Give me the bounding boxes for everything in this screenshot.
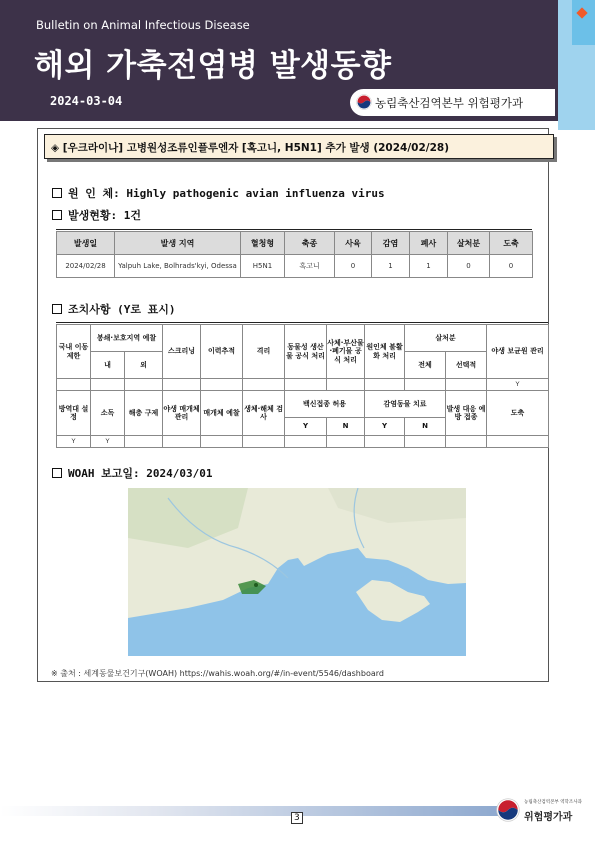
table-cell: [91, 379, 125, 391]
table-cell: [125, 379, 163, 391]
measures-heading: 조치사항 (Y로 표시): [68, 303, 176, 316]
footer-org-small: 농림축산검역본부 역학조사과: [524, 800, 582, 805]
table-cell: [446, 436, 487, 448]
measure-zone-surveillance: 봉쇄·보호지역 예찰: [91, 325, 163, 352]
outbreak-status-line: [52, 207, 141, 223]
table-cell: Yalpuh Lake, Bolhrads'kyi, Odessa: [115, 255, 241, 278]
footer-band: [0, 806, 500, 816]
culling-all: 전체: [405, 352, 446, 379]
government-emblem-icon: [356, 94, 372, 110]
table-cell: [487, 436, 549, 448]
table-cell: H5N1: [241, 255, 285, 278]
measure-zoning: 방역대 설정: [57, 391, 91, 436]
org-name: 농림축산검역본부 위험평가과: [375, 96, 524, 110]
table-cell: [201, 379, 243, 391]
table-cell: 0: [490, 255, 533, 278]
outbreak-status-text: 발생현황: 1건: [68, 209, 141, 222]
table-cell: 2024/02/28: [57, 255, 115, 278]
measure-screening: 스크리닝: [163, 325, 201, 379]
col-header: 사육: [335, 232, 372, 255]
col-header: 혈청형: [241, 232, 285, 255]
outbreak-table: [56, 231, 533, 278]
measure-vaccination: 백신접종 허용: [285, 391, 365, 418]
vaccination-yes: Y: [285, 418, 327, 436]
col-header: 감염: [372, 232, 410, 255]
table-cell: [57, 379, 91, 391]
table-cell: 0: [448, 255, 490, 278]
map-outbreak-marker: [254, 583, 258, 587]
table-cell: 1: [410, 255, 448, 278]
table-cell: [125, 436, 163, 448]
measure-products: 동물성 생산물 공식 처리: [285, 325, 327, 379]
zone-out: 외: [125, 352, 163, 379]
vaccination-no: N: [327, 418, 365, 436]
issue-date: 2024-03-04: [50, 94, 123, 108]
measure-wildlife-vector: 야생 매개체 관리: [163, 391, 201, 436]
report-title: ◈ [우크라이나] 고병원성조류인플루엔자 [혹고니, H5N1] 추가 발생 (2024/02/28): [51, 142, 450, 154]
measure-inactivation: 원인체 불활화 처리: [365, 325, 405, 379]
table-row: [57, 255, 533, 278]
pathogen-line: [52, 185, 385, 201]
col-header: 축종: [285, 232, 335, 255]
measure-tracing: 이력추적: [201, 325, 243, 379]
table-cell: [405, 379, 446, 391]
table-cell: [163, 436, 201, 448]
outbreak-location-map: [128, 488, 466, 656]
measure-emergency-vaccination: 발생 대응 예방 접종: [446, 391, 487, 436]
measure-quarantine: 격리: [243, 325, 285, 379]
col-header: 도축: [490, 232, 533, 255]
measure-domestic-movement: 국내 이동 제한: [57, 325, 91, 379]
measure-vector-control: 해충 구제: [125, 391, 163, 436]
footer-org-name: 위험평가과: [524, 812, 573, 823]
report-title-bar: [44, 134, 554, 159]
measure-treatment: 감염동물 치료: [365, 391, 446, 418]
table-cell: Y: [487, 379, 549, 391]
table-top-rule: [56, 322, 548, 323]
table-cell: [201, 436, 243, 448]
table-cell: [243, 379, 285, 391]
checkbox-square-icon: [52, 188, 62, 198]
col-header: 살처분: [448, 232, 490, 255]
table-cell: 혹고니: [285, 255, 335, 278]
table-cell: [446, 379, 487, 391]
measure-slaughter: 도축: [487, 391, 549, 436]
government-emblem-icon: [496, 798, 520, 822]
table-cell: [285, 379, 327, 391]
treatment-yes: Y: [365, 418, 405, 436]
table-top-rule: [56, 229, 532, 230]
table-cell: [327, 379, 365, 391]
page-title: 해외 가축전염병 발생동향: [34, 48, 392, 84]
col-header: 발생일: [57, 232, 115, 255]
table-cell: [163, 379, 201, 391]
col-header: 폐사: [410, 232, 448, 255]
header-subtitle-en: Bulletin on Animal Infectious Disease: [36, 18, 250, 32]
checkbox-square-icon: [52, 304, 62, 314]
page-number: 3: [291, 812, 303, 824]
table-row: [57, 436, 549, 448]
measure-carcass: 사체·부산물·폐기물 공식 처리: [327, 325, 365, 379]
measures-heading-line: [52, 301, 176, 317]
table-row: [57, 379, 549, 391]
measure-vector-surveillance: 매개체 예찰: [201, 391, 243, 436]
table-cell: [365, 436, 405, 448]
table-cell: 0: [335, 255, 372, 278]
measure-disinfection: 소독: [91, 391, 125, 436]
header-accent-block: [572, 0, 595, 45]
woah-report-line: [52, 465, 212, 481]
measure-culling: 살처분: [405, 325, 487, 352]
checkbox-square-icon: [52, 468, 62, 478]
table-cell: Y: [57, 436, 91, 448]
treatment-no: N: [405, 418, 446, 436]
table-cell: [285, 436, 327, 448]
table-cell: [405, 436, 446, 448]
table-cell: [327, 436, 365, 448]
col-header: 발생 지역: [115, 232, 241, 255]
checkbox-square-icon: [52, 210, 62, 220]
table-cell: 1: [372, 255, 410, 278]
zone-in: 내: [91, 352, 125, 379]
woah-report-date: WOAH 보고일: 2024/03/01: [68, 467, 213, 480]
measure-wildlife-reservoir: 야생 보균원 관리: [487, 325, 549, 379]
culling-selective: 선택적: [446, 352, 487, 379]
table-cell: Y: [91, 436, 125, 448]
measures-table: [56, 324, 549, 448]
pathogen-text: 원 인 체: Highly pathogenic avian influenza virus: [68, 187, 385, 200]
table-cell: [365, 379, 405, 391]
table-cell: [243, 436, 285, 448]
measure-ante-post-mortem: 생체·해체 검사: [243, 391, 285, 436]
source-note: ※ 출처 : 세계동물보건기구(WOAH) https://wahis.woah.org/#/in-event/5546/dashboard: [51, 669, 384, 678]
